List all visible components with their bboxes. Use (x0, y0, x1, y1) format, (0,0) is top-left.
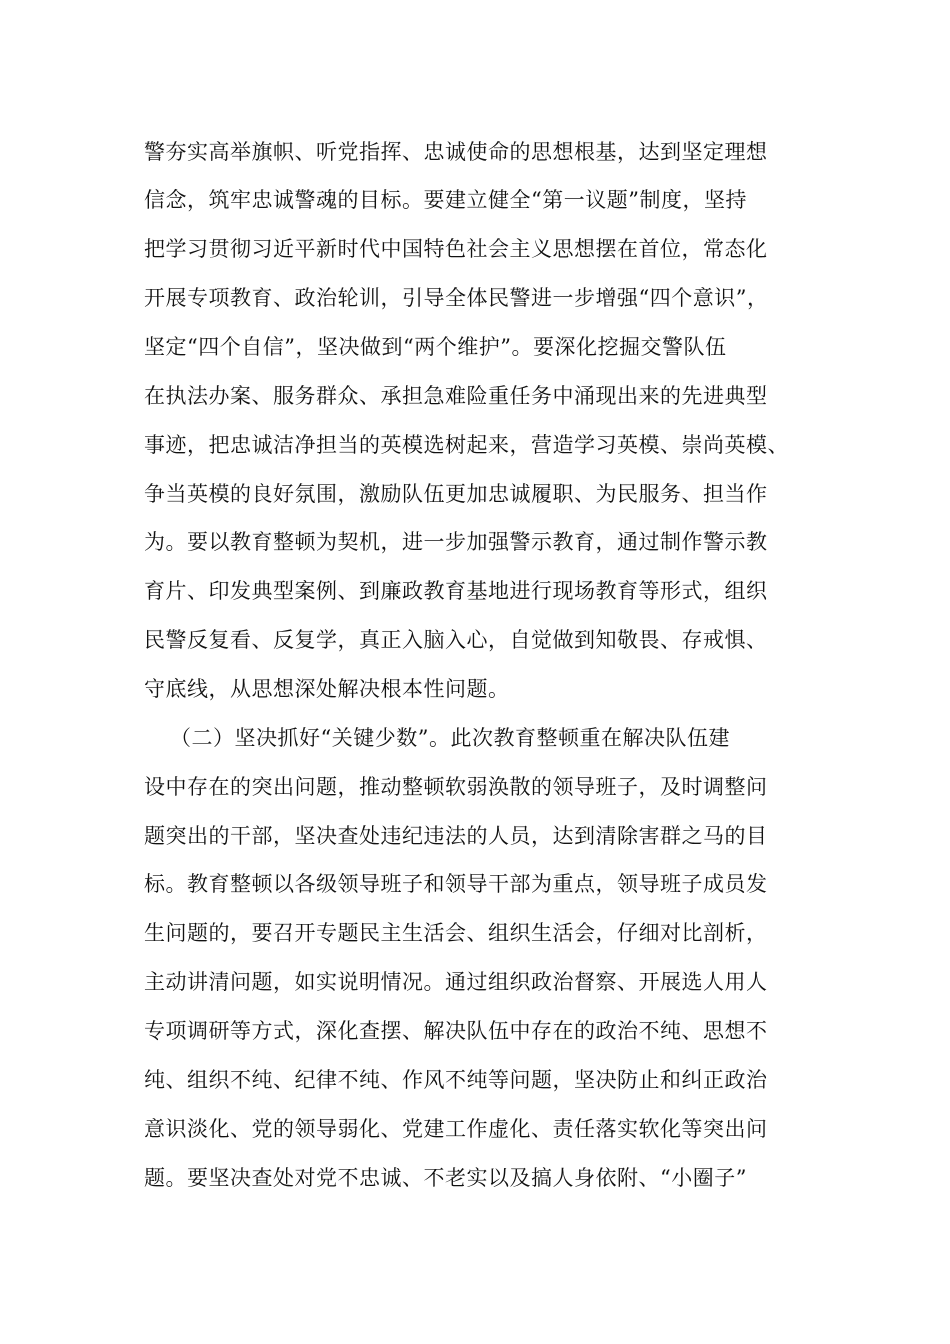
text-line-5: 坚定“四个自信”，坚决做到“两个维护”。要深化挖掘交警队伍 (144, 335, 727, 359)
text-line-10: 育片、印发典型案例、到廉政教育基地进行现场教育等形式，组织 (144, 579, 768, 603)
text-line-15: 题突出的干部，坚决查处违纪违法的人员，达到清除害群之马的目 (144, 824, 768, 848)
text-line-8: 争当英模的良好氛围，激励队伍更加忠诚履职、为民服务、担当作 (144, 482, 768, 506)
text-line-12: 守底线，从思想深处解决根本性问题。 (144, 677, 510, 701)
text-line-19: 专项调研等方式，深化查摆、解决队伍中存在的政治不纯、思想不 (144, 1019, 768, 1043)
text-line-14: 设中存在的突出问题，推动整顿软弱涣散的领导班子，及时调整问 (144, 775, 768, 799)
text-line-16: 标。教育整顿以各级领导班子和领导干部为重点，领导班子成员发 (144, 872, 768, 896)
text-line-20: 纯、组织不纯、纪律不纯、作风不纯等问题，坚决防止和纠正政治 (144, 1068, 768, 1092)
text-line-9: 为。要以教育整顿为契机，进一步加强警示教育，通过制作警示教 (144, 530, 768, 554)
text-line-6: 在执法办案、服务群众、承担急难险重任务中涌现出来的先进典型 (144, 384, 768, 408)
text-line-7: 事迹，把忠诚洁净担当的英模选树起来，营造学习英模、崇尚英模、 (144, 433, 789, 457)
text-line-4: 开展专项教育、政治轮训，引导全体民警进一步增强“四个意识”， (144, 286, 769, 310)
section-heading-line: （二）坚决抓好“关键少数”。此次教育整顿重在解决队伍建 (170, 726, 730, 750)
text-line-22: 题。要坚决查处对党不忠诚、不老实以及搞人身依附、“小圈子” (144, 1166, 747, 1190)
text-line-2: 信念，筑牢忠诚警魂的目标。要建立健全“第一议题”制度，坚持 (144, 188, 747, 212)
text-line-18: 主动讲清问题，如实说明情况。通过组织政治督察、开展选人用人 (144, 970, 768, 994)
text-line-17: 生问题的，要召开专题民主生活会、组织生活会，仔细对比剖析， (144, 921, 768, 945)
text-line-11: 民警反复看、反复学，真正入脑入心，自觉做到知敬畏、存戒惧、 (144, 628, 768, 652)
text-line-1: 警夯实高举旗帜、听党指挥、忠诚使命的思想根基，达到坚定理想 (144, 140, 768, 164)
text-line-3: 把学习贯彻习近平新时代中国特色社会主义思想摆在首位，常态化 (144, 237, 768, 261)
text-line-21: 意识淡化、党的领导弱化、党建工作虚化、责任落实软化等突出问 (144, 1117, 768, 1141)
